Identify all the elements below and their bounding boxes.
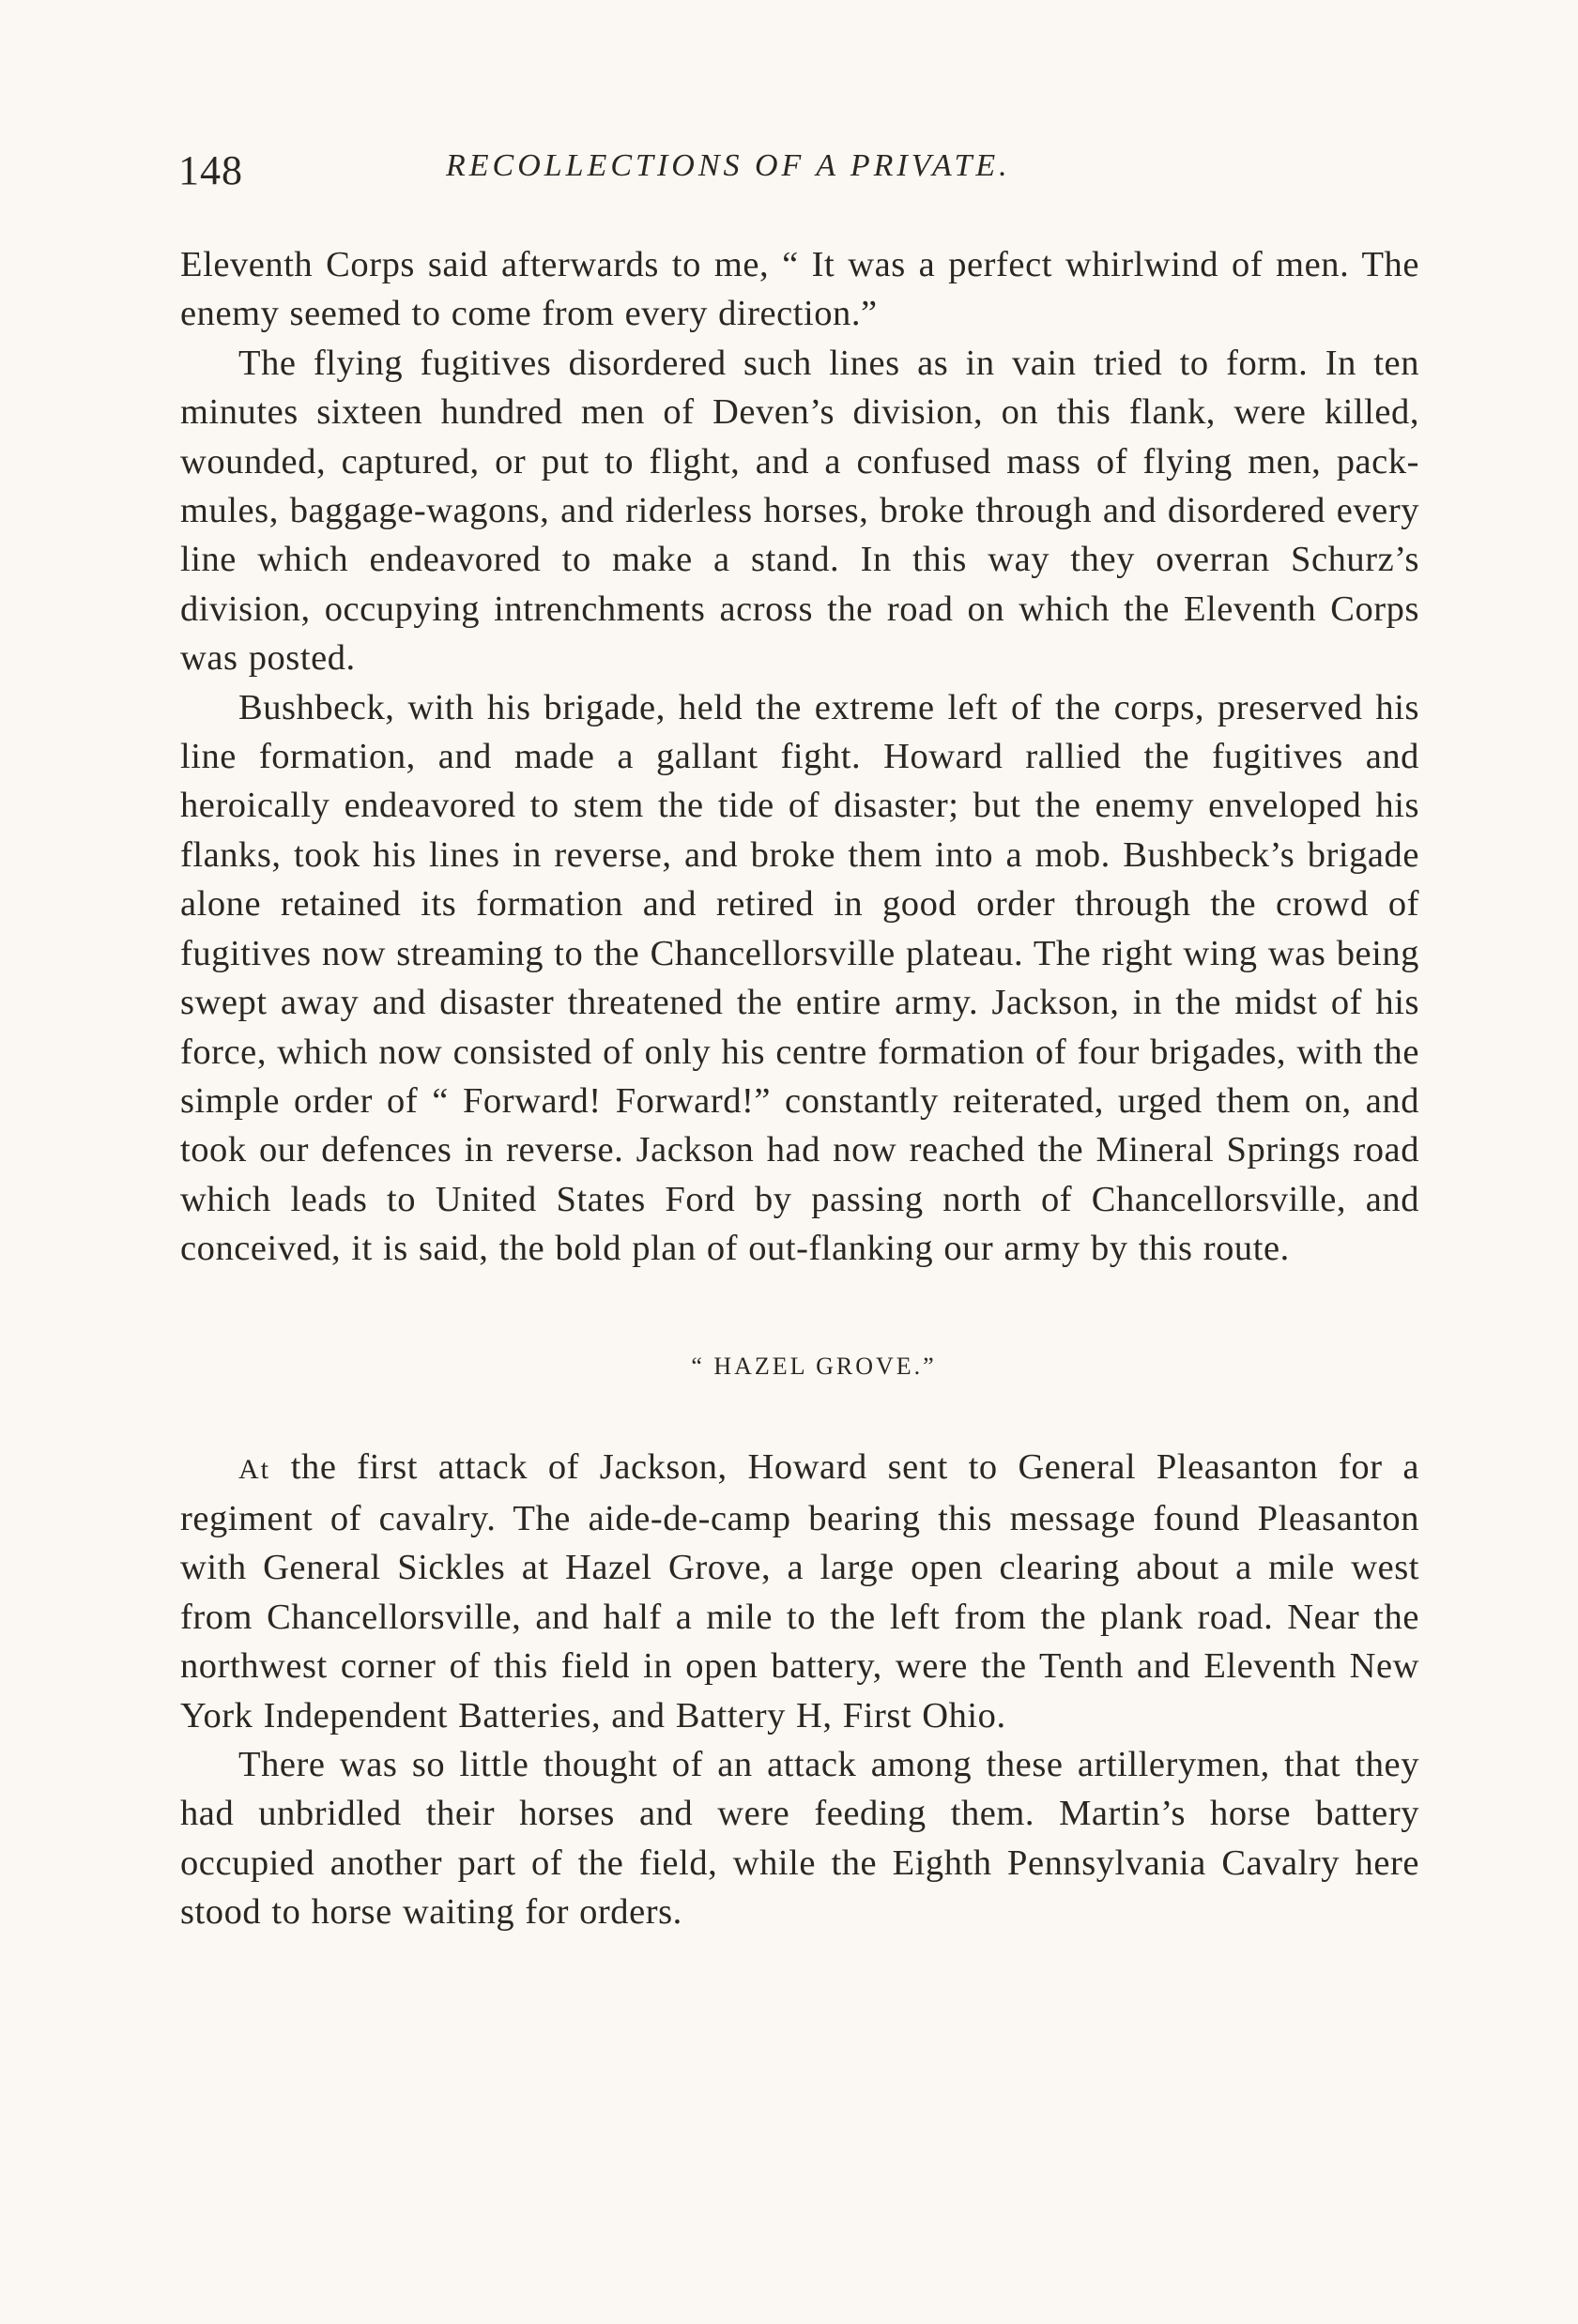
small-caps-lead: At	[238, 1453, 270, 1485]
section-heading-block	[180, 1274, 1419, 1443]
page-number: 148	[178, 147, 243, 193]
body-text	[180, 240, 1419, 1937]
paragraph-first-attack	[180, 1443, 1419, 1740]
section-heading: “ HAZEL GROVE.”	[691, 1352, 937, 1380]
paragraph-fugitives: The flying fugitives disordered such lines as in vain tried to form. In ten minutes sixteen hundred men of Deven’s division, on this flank, were killed, wounded, captured, or put to flight, and a confused mass of flying men, pack-mules, baggage-wagons, and riderless horses, broke through and disordered every line which endeavored to make a stand. In this way they overran Schurz’s division, occupying intrenchments across the road on which the Eleventh Corps was posted.	[180, 343, 1419, 679]
running-title: RECOLLECTIONS OF A PRIVATE.	[446, 148, 1011, 183]
paragraph-first-attack-text: the first attack of Jackson, Howard sent to General Pleasanton for a regiment of cavalry. The aide-de-camp bearing this message found Pleasanton with General Sickles at Hazel Grove, a large open clearing about a mile west from Chancellorsville, and half a mile to the left from the plank road. Near the northwest corner of this field in open battery, were the Tenth and Eleventh New York Independent Batteries, and Battery H, First Ohio.	[180, 1446, 1419, 1735]
paragraph-artillerymen: There was so little thought of an attack among these artillerymen, that they had unbridled their horses and were feeding them. Martin’s horse battery occupied another part of the field, while the Eighth Pennsylvania Cavalry here stood to horse waiting for orders.	[180, 1744, 1419, 1933]
paragraph-bushbeck: Bushbeck, with his brigade, held the extreme left of the corps, preserved his line formation, and made a gallant fight. Howard rallied the fugitives and heroically endeavored to stem the tide of disaster; but the enemy enveloped his flanks, took his lines in reverse, and broke them into a mob. Bushbeck’s brigade alone retained its formation and retired in good order through the crowd of fugitives now streaming to the Chancellorsville plateau. The right wing was being swept away and disaster threatened the entire army. Jackson, in the midst of his force, which now consisted of only his centre formation of four brigades, with the simple order of “ Forward! Forward!” constantly reiterated, urged them on, and took our defences in reverse. Jackson had now reached the Mineral Springs road which leads to United States Ford by passing north of Chancellorsville, and conceived, it is said, the bold plan of out-flanking our army by this route.	[180, 687, 1419, 1269]
page-header	[178, 141, 1417, 197]
paragraph-continuation: Eleventh Corps said afterwards to me, “ It was a perfect whirlwind of men. The enemy seemed to come from every direction.”	[180, 245, 1419, 334]
